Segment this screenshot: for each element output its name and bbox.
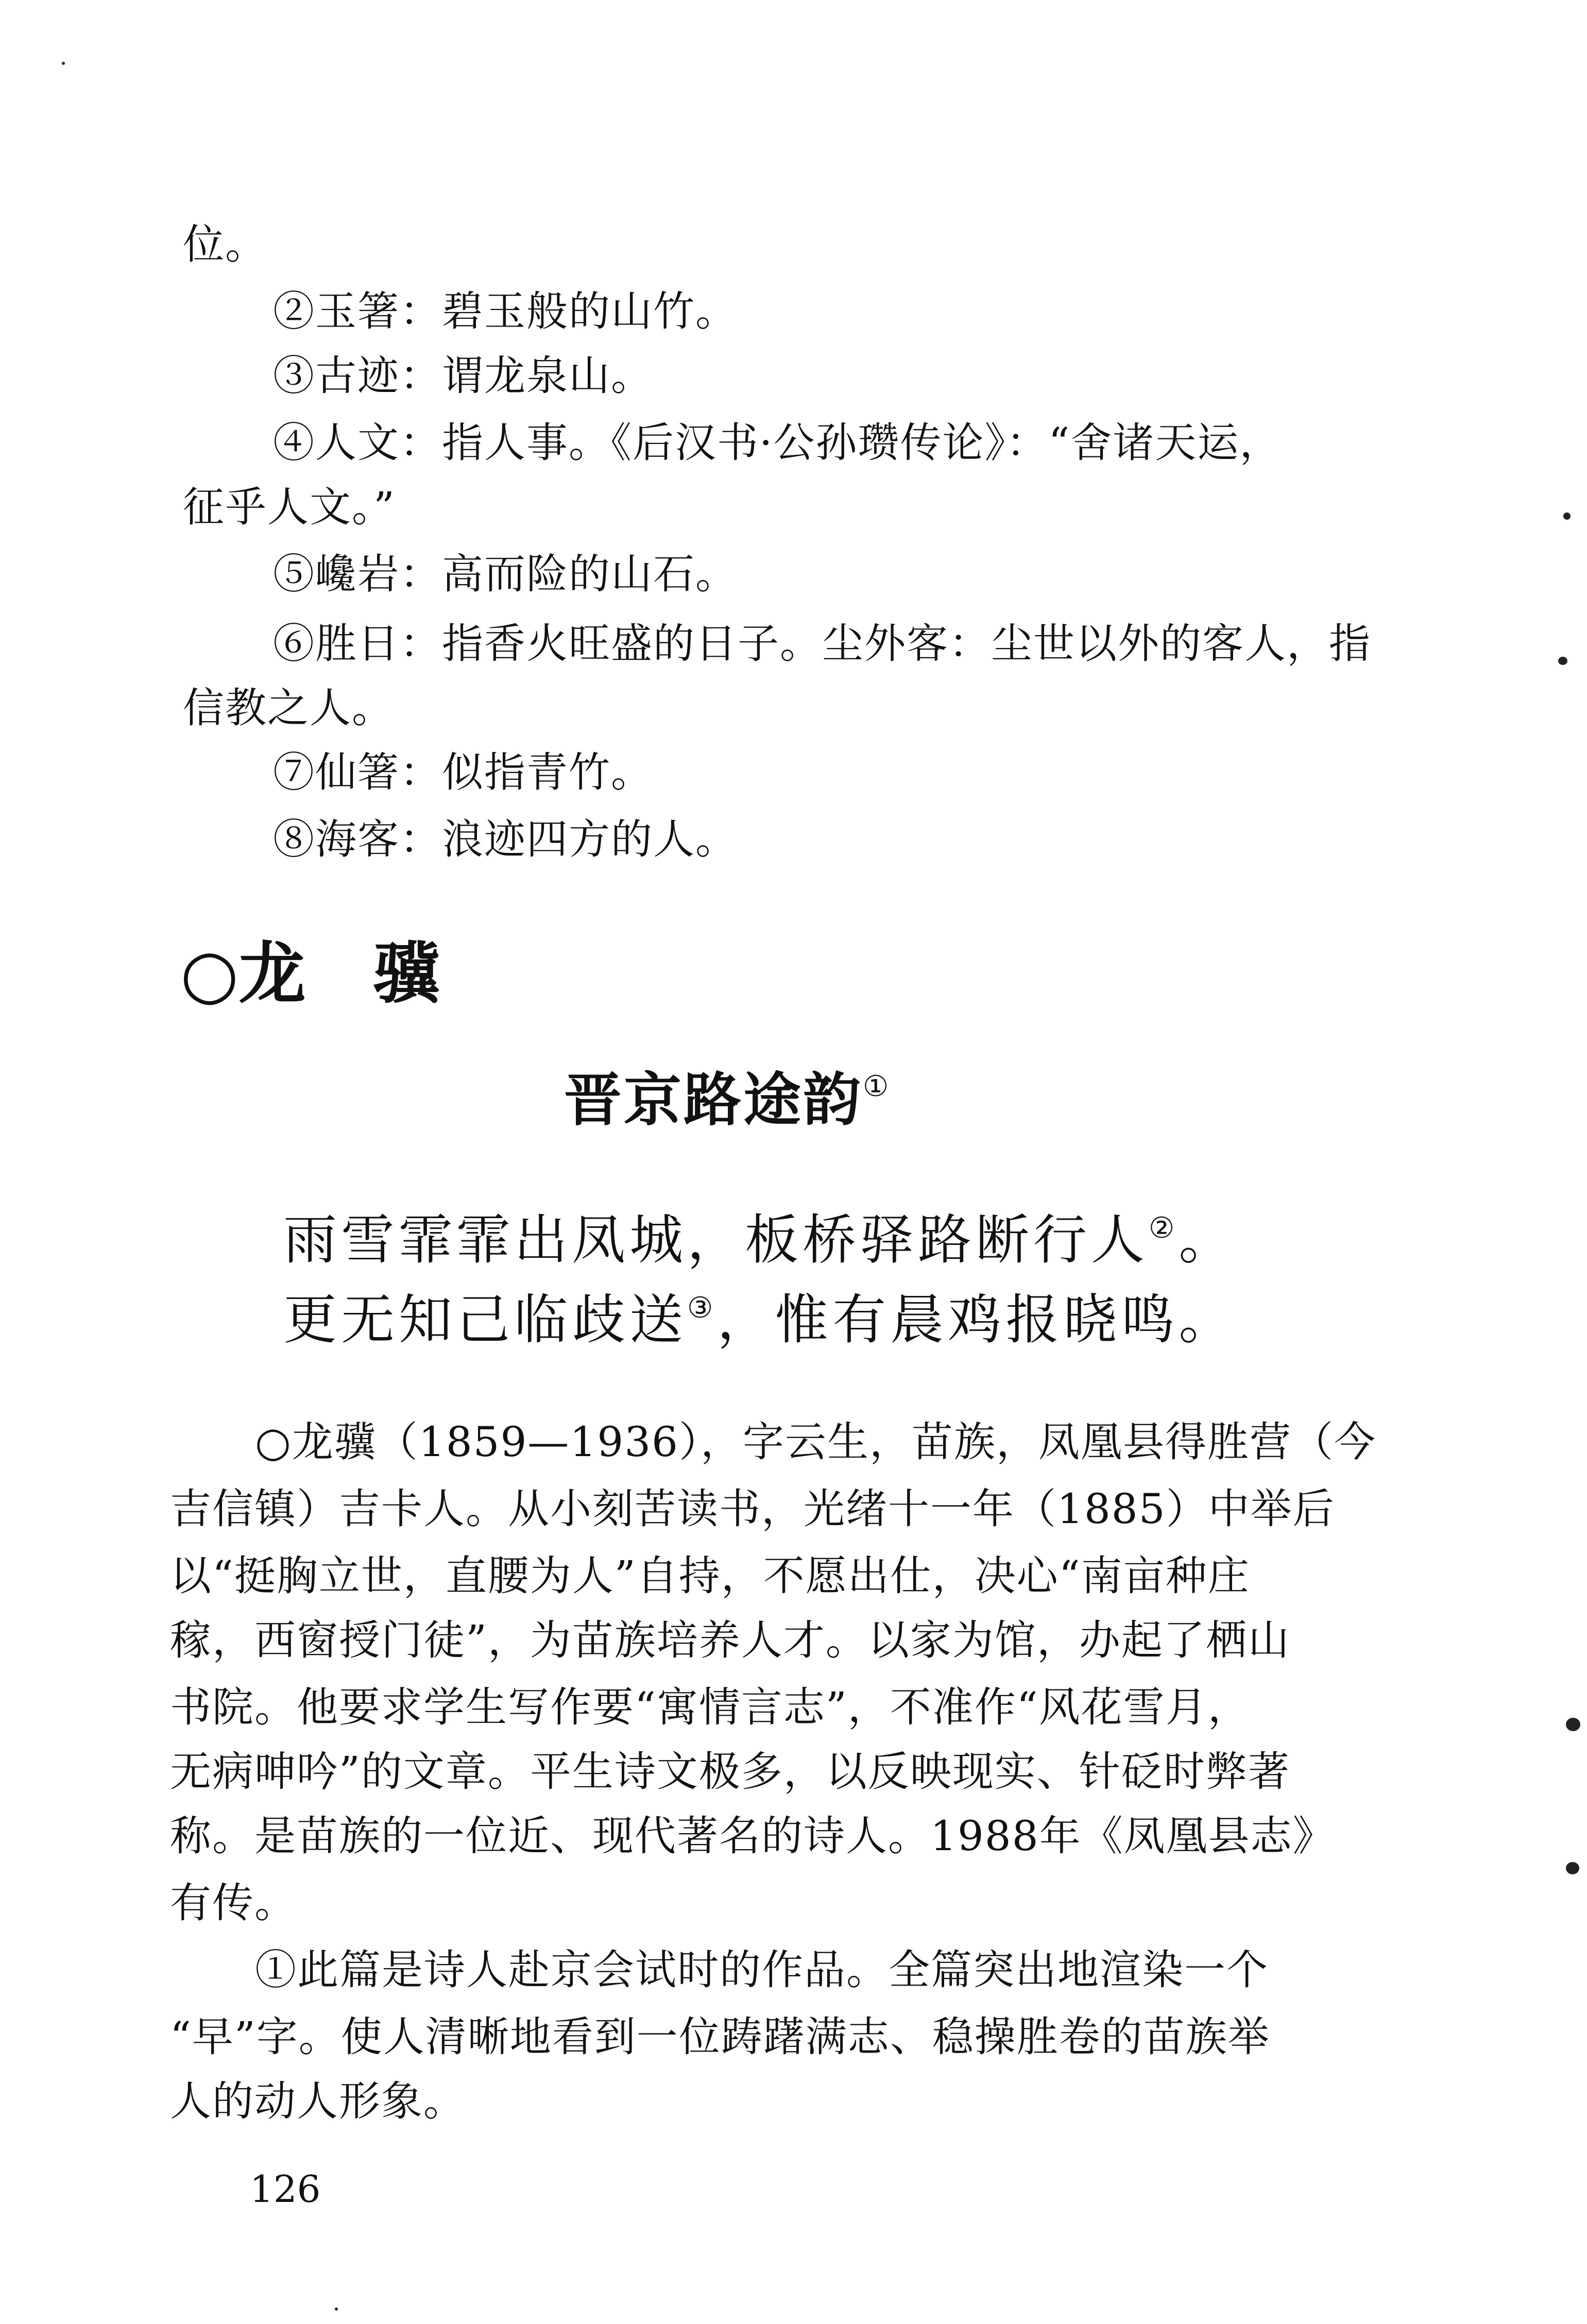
page-number: 126 — [250, 2167, 321, 2211]
poem-title-text: 晋京路途韵 — [564, 1066, 863, 1134]
scan-speck — [1563, 512, 1571, 520]
footnote-line-2: “早”字。使人清晰地看到一位踌躇满志、稳操胜卷的苗族举 — [170, 2013, 1270, 2061]
author-heading-mark: ○龙 — [180, 934, 306, 1013]
bio-line-2: 吉信镇）吉卡人。从小刻苦读书，光绪十一年（1885）中举后 — [170, 1485, 1335, 1533]
poem-line-2-text-a: 更无知己临歧送 — [283, 1288, 688, 1351]
poem-line-1-end: 。 — [1179, 1208, 1237, 1271]
note-6-line-1: ⑥胜日：指香火旺盛的日子。尘外客：尘世以外的客人，指 — [273, 620, 1371, 668]
bio-line-4: 稼，西窗授门徒”，为苗族培养人才。以家为馆，办起了栖山 — [170, 1616, 1290, 1664]
note-4-line-2: 征乎人文。” — [183, 483, 396, 531]
scan-speck — [1558, 657, 1567, 665]
poem-line-2-text-b: ，惟有晨鸡报晓鸣。 — [717, 1288, 1237, 1351]
note-4-line-1: ④人文：指人事。《后汉书·公孙瓒传论》：“舍诸天运， — [273, 419, 1282, 467]
bio-line-8: 有传。 — [170, 1879, 297, 1927]
footnote-line-3: 人的动人形象。 — [170, 2077, 466, 2125]
footnote-line-1: ①此篇是诗人赴京会试时的作品。全篇突出地渲染一个 — [255, 1946, 1269, 1994]
poem-line-1 — [283, 1192, 1236, 1276]
scan-speck — [1566, 1862, 1579, 1874]
scan-speck — [1566, 1718, 1580, 1731]
scan-speck — [62, 62, 65, 65]
poem-line-1-note-marker: ② — [1149, 1211, 1179, 1245]
note-7: ⑦仙箸：似指青竹。 — [273, 748, 653, 796]
author-heading — [180, 932, 439, 1015]
bio-line-7: 称。是苗族的一位近、现代著名的诗人。1988年《凤凰县志》 — [170, 1812, 1335, 1860]
note-continuation: 位。 — [183, 220, 267, 268]
poem-title — [564, 1051, 891, 1136]
scan-speck — [335, 2308, 338, 2311]
poem-title-note-marker: ① — [863, 1070, 891, 1103]
note-5: ⑤巉岩：高而险的山石。 — [273, 550, 738, 598]
bio-line-6: 无病呻吟”的文章。平生诗文极多，以反映现实、针砭时弊著 — [170, 1748, 1290, 1796]
poem-line-2 — [283, 1272, 1236, 1356]
note-2: ②玉箸：碧玉般的山竹。 — [273, 287, 738, 335]
note-3: ③古迹：谓龙泉山。 — [273, 352, 653, 400]
bio-line-1: ○龙骥（1859—1936），字云生，苗族，凤凰县得胜营（今 — [255, 1418, 1376, 1466]
poem-line-1-text: 雨雪霏霏出凤城，板桥驿路断行人 — [283, 1208, 1149, 1271]
bio-line-5: 书院。他要求学生写作要“寓情言志”，不准作“风花雪月， — [170, 1683, 1250, 1731]
bio-line-3: 以“挺胸立世，直腰为人”自持，不愿出仕，决心“南亩种庄 — [170, 1552, 1250, 1600]
note-8: ⑧海客：浪迹四方的人。 — [273, 815, 738, 863]
note-6-line-2: 信教之人。 — [183, 684, 394, 732]
poem-line-2-note-marker: ③ — [687, 1291, 718, 1325]
author-heading-name: 骥 — [372, 934, 440, 1013]
